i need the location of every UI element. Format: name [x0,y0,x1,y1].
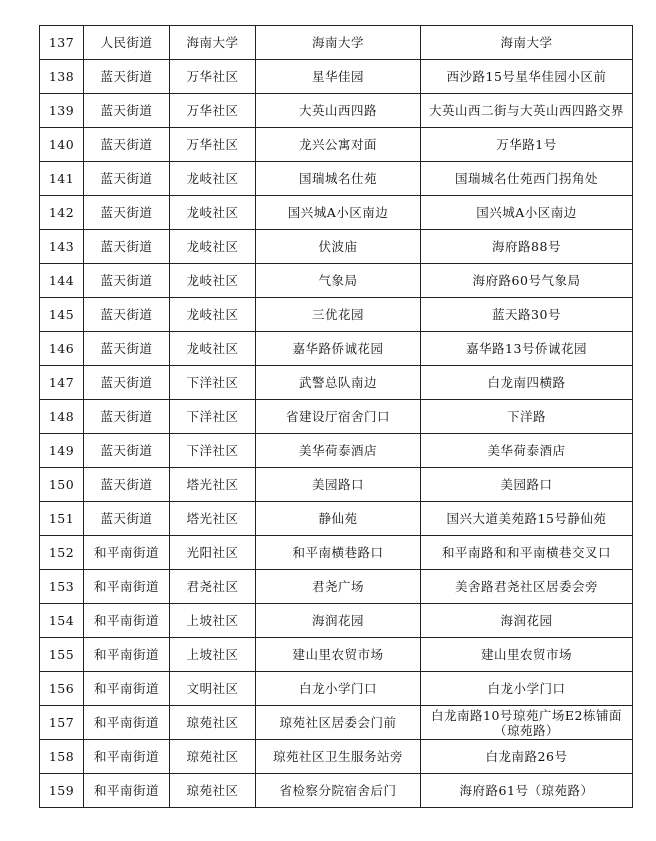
street-name-cell: 和平南街道 [84,604,170,638]
row-number-cell: 152 [40,536,84,570]
community-name-cell: 龙岐社区 [170,162,256,196]
table-row [40,570,633,604]
row-number-cell: 156 [40,672,84,706]
street-name-cell: 和平南街道 [84,774,170,808]
community-name-cell: 文明社区 [170,672,256,706]
table-row [40,196,633,230]
address-cell: 国兴大道美苑路15号静仙苑 [421,502,633,536]
address-cell: 海府路61号（琼苑路） [421,774,633,808]
location-name-cell: 美华荷泰酒店 [256,434,421,468]
table-row [40,604,633,638]
row-number-cell: 148 [40,400,84,434]
address-cell: 白龙小学门口 [421,672,633,706]
row-number-cell: 157 [40,706,84,740]
location-name-cell: 大英山西四路 [256,94,421,128]
community-name-cell: 龙岐社区 [170,264,256,298]
location-name-cell: 嘉华路侨诚花园 [256,332,421,366]
table-row [40,434,633,468]
location-name-cell: 静仙苑 [256,502,421,536]
table-row [40,60,633,94]
community-name-cell: 龙岐社区 [170,196,256,230]
community-name-cell: 海南大学 [170,26,256,60]
address-cell: 美园路口 [421,468,633,502]
community-name-cell: 龙岐社区 [170,230,256,264]
address-cell: 白龙南四横路 [421,366,633,400]
table-row [40,740,633,774]
community-name-cell: 万华社区 [170,60,256,94]
location-name-cell: 白龙小学门口 [256,672,421,706]
address-cell: 海润花园 [421,604,633,638]
location-name-cell: 国瑞城名仕苑 [256,162,421,196]
row-number-cell: 146 [40,332,84,366]
row-number-cell: 150 [40,468,84,502]
row-number-cell: 154 [40,604,84,638]
row-number-cell: 153 [40,570,84,604]
address-cell: 嘉华路13号侨诚花园 [421,332,633,366]
row-number-cell: 147 [40,366,84,400]
address-cell: 白龙南路26号 [421,740,633,774]
location-name-cell: 气象局 [256,264,421,298]
street-name-cell: 和平南街道 [84,536,170,570]
table-row [40,366,633,400]
row-number-cell: 155 [40,638,84,672]
community-name-cell: 琼苑社区 [170,706,256,740]
street-name-cell: 蓝天街道 [84,162,170,196]
location-name-cell: 伏波庙 [256,230,421,264]
row-number-cell: 140 [40,128,84,162]
location-name-cell: 星华佳园 [256,60,421,94]
location-name-cell: 琼苑社区居委会门前 [256,706,421,740]
location-name-cell: 省检察分院宿舍后门 [256,774,421,808]
location-name-cell: 和平南横巷路口 [256,536,421,570]
table-row [40,468,633,502]
table-row [40,264,633,298]
table-row [40,94,633,128]
street-name-cell: 和平南街道 [84,706,170,740]
address-cell: 国兴城A小区南边 [421,196,633,230]
community-name-cell: 君尧社区 [170,570,256,604]
address-table [39,25,633,808]
community-name-cell: 塔光社区 [170,468,256,502]
address-cell: 海南大学 [421,26,633,60]
row-number-cell: 159 [40,774,84,808]
row-number-cell: 143 [40,230,84,264]
community-name-cell: 万华社区 [170,94,256,128]
row-number-cell: 141 [40,162,84,196]
address-cell: 下洋路 [421,400,633,434]
table-row [40,162,633,196]
street-name-cell: 和平南街道 [84,740,170,774]
table-row [40,536,633,570]
location-name-cell: 海润花园 [256,604,421,638]
table-row [40,774,633,808]
table-row [40,672,633,706]
row-number-cell: 138 [40,60,84,94]
community-name-cell: 光阳社区 [170,536,256,570]
location-name-cell: 三优花园 [256,298,421,332]
community-name-cell: 龙岐社区 [170,298,256,332]
address-cell: 大英山西二街与大英山西四路交界 [421,94,633,128]
table-row [40,298,633,332]
location-name-cell: 省建设厅宿舍门口 [256,400,421,434]
address-cell: 西沙路15号星华佳园小区前 [421,60,633,94]
street-name-cell: 蓝天街道 [84,366,170,400]
address-cell: 国瑞城名仕苑西门拐角处 [421,162,633,196]
street-name-cell: 蓝天街道 [84,60,170,94]
table-row [40,400,633,434]
location-name-cell: 武警总队南边 [256,366,421,400]
street-name-cell: 和平南街道 [84,672,170,706]
location-name-cell: 国兴城A小区南边 [256,196,421,230]
street-name-cell: 蓝天街道 [84,196,170,230]
street-name-cell: 蓝天街道 [84,502,170,536]
row-number-cell: 139 [40,94,84,128]
address-cell: 建山里农贸市场 [421,638,633,672]
table-row [40,128,633,162]
address-cell: 蓝天路30号 [421,298,633,332]
row-number-cell: 137 [40,26,84,60]
address-table-body [40,26,633,808]
location-name-cell: 美园路口 [256,468,421,502]
address-cell: 和平南路和和平南横巷交叉口 [421,536,633,570]
community-name-cell: 万华社区 [170,128,256,162]
row-number-cell: 142 [40,196,84,230]
community-name-cell: 琼苑社区 [170,774,256,808]
table-row [40,502,633,536]
row-number-cell: 145 [40,298,84,332]
table-row [40,230,633,264]
community-name-cell: 上坡社区 [170,604,256,638]
community-name-cell: 下洋社区 [170,434,256,468]
row-number-cell: 158 [40,740,84,774]
table-row [40,26,633,60]
street-name-cell: 蓝天街道 [84,298,170,332]
address-cell: 美华荷泰酒店 [421,434,633,468]
address-cell: 美舍路君尧社区居委会旁 [421,570,633,604]
street-name-cell: 人民街道 [84,26,170,60]
street-name-cell: 蓝天街道 [84,400,170,434]
community-name-cell: 上坡社区 [170,638,256,672]
row-number-cell: 149 [40,434,84,468]
street-name-cell: 蓝天街道 [84,94,170,128]
street-name-cell: 蓝天街道 [84,434,170,468]
street-name-cell: 和平南街道 [84,570,170,604]
table-row [40,706,633,740]
location-name-cell: 君尧广场 [256,570,421,604]
community-name-cell: 下洋社区 [170,366,256,400]
location-name-cell: 建山里农贸市场 [256,638,421,672]
row-number-cell: 144 [40,264,84,298]
community-name-cell: 琼苑社区 [170,740,256,774]
street-name-cell: 蓝天街道 [84,230,170,264]
street-name-cell: 蓝天街道 [84,264,170,298]
address-cell: 白龙南路10号琼苑广场E2栋铺面（琼苑路） [421,706,633,740]
location-name-cell: 龙兴公寓对面 [256,128,421,162]
location-name-cell: 琼苑社区卫生服务站旁 [256,740,421,774]
address-cell: 海府路88号 [421,230,633,264]
street-name-cell: 蓝天街道 [84,128,170,162]
address-cell: 万华路1号 [421,128,633,162]
street-name-cell: 蓝天街道 [84,468,170,502]
address-cell: 海府路60号气象局 [421,264,633,298]
street-name-cell: 蓝天街道 [84,332,170,366]
community-name-cell: 下洋社区 [170,400,256,434]
location-name-cell: 海南大学 [256,26,421,60]
table-row [40,638,633,672]
community-name-cell: 塔光社区 [170,502,256,536]
community-name-cell: 龙岐社区 [170,332,256,366]
table-row [40,332,633,366]
row-number-cell: 151 [40,502,84,536]
street-name-cell: 和平南街道 [84,638,170,672]
